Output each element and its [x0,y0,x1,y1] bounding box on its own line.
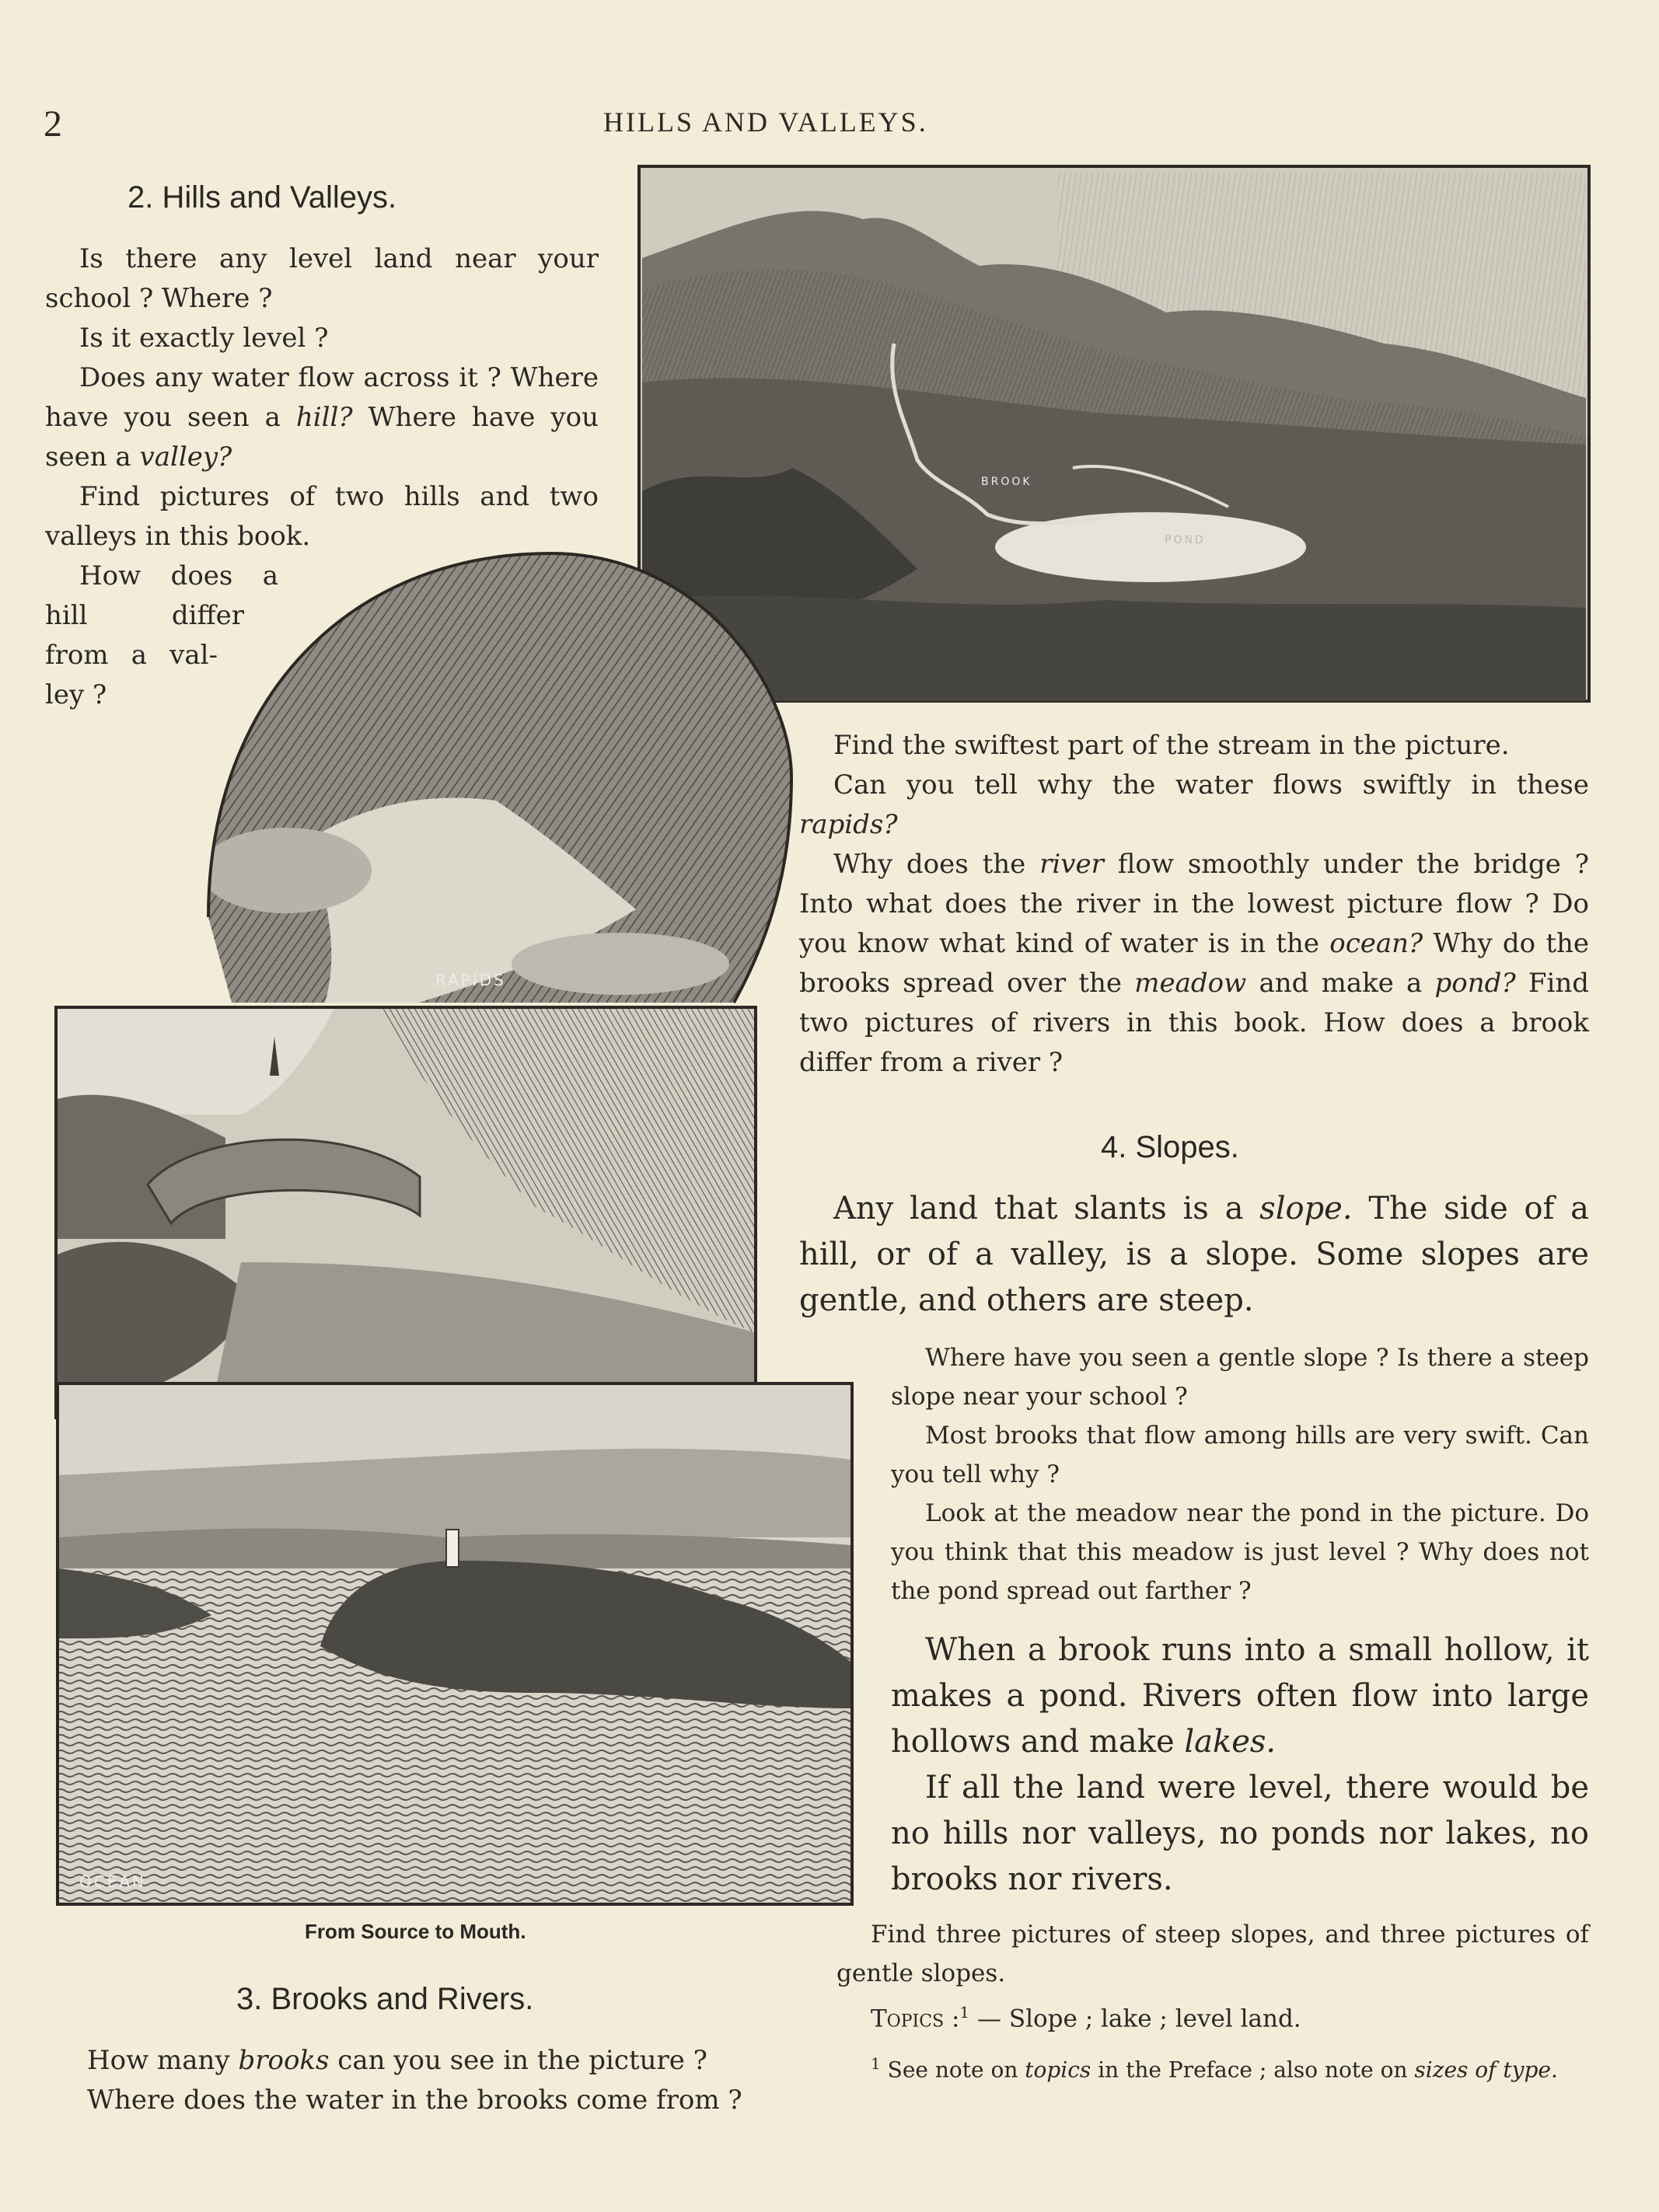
paragraph-text: Can you tell why the water flows swiftly in these [833,769,1589,801]
question-line: Is it exactly level ? [79,323,329,354]
question-text: seen a [45,441,140,473]
paragraph: Look at the meadow near the pond in the picture. Do you think that this meadow is just level ? Why does not the pond spread out farther ? [891,1499,1589,1605]
paragraph-text: Why do the brooks spread over the [799,928,1590,999]
question-line [45,398,599,438]
slopes-questions [891,1338,1589,1610]
footnote-topics: topics [1025,2057,1091,2083]
question-line: school ? Where ? [45,283,273,314]
paragraph-text: Find two pictures of rivers in this book. How does a brook differ from a river ? [799,968,1590,1078]
footnote-number: 1 [871,2054,881,2073]
paragraph: If all the land were level, there would be no hills nor valleys, no ponds nor lakes, no brooks nor rivers. [891,1770,1589,1897]
paragraph [799,766,1589,845]
term-meadow: meadow [1134,968,1247,999]
question-line: hill differ [45,600,244,631]
paragraph: Where have you seen a gentle slope ? Is there a steep slope near your school ? [891,1344,1589,1411]
paragraph-text: Why does the [833,849,1040,880]
term-slope: slope. [1259,1191,1353,1226]
question-line: valleys in this book. [45,521,311,552]
paragraph [891,1628,1589,1765]
brooks-questions [799,726,1589,1083]
footnote-sizes: sizes of type. [1414,2057,1558,2083]
term-rapids: rapids? [799,809,898,840]
paragraph: Find the swiftest part of the stream in the picture. [833,730,1510,761]
topics-text: — Slope ; lake ; level land. [969,2004,1301,2033]
question-line: How does a [79,560,278,591]
paragraph-text: The side of a hill, or of a valley, is a slope. Some slopes are gentle, and others are steep. [799,1191,1589,1318]
section-3-text [53,2041,784,2120]
term-ocean: ocean? [1329,928,1423,959]
paragraph [53,2041,784,2081]
brook-label: BROOK [981,476,1032,488]
question-line [45,438,599,477]
term-hill: hill? [295,402,353,433]
paragraph-text: How many [87,2045,239,2076]
paragraph-text: When a brook runs into a small hollow, it makes a pond. Rivers often flow into large hollows and make [891,1632,1589,1760]
section-2-heading: 2. Hills and Valleys. [127,180,397,215]
paragraph: Most brooks that flow among hills are very swift. Can you tell why ? [891,1422,1589,1488]
term-river: river [1039,849,1104,880]
rapids-illustration [92,544,795,1010]
ocean-illustration [56,1382,854,1906]
footnote-part: See note on [880,2057,1025,2083]
page-number: 2 [44,103,62,145]
pond-label: POND [1165,534,1206,546]
question-line: from a val- [45,640,218,671]
term-pond: pond? [1434,968,1516,999]
term-lakes: lakes. [1184,1724,1277,1760]
illustration-caption: From Source to Mouth. [305,1920,526,1943]
term-brooks: brooks [238,2045,330,2076]
paragraph [799,1186,1589,1324]
question-line: ley ? [45,679,107,710]
question-line: Find pictures of two hills and two [79,481,599,512]
footnote-marker: 1 [959,2003,970,2022]
paragraph-text: can you see in the picture ? [329,2045,707,2076]
slopes-intro [799,1186,1589,1324]
section-3-heading: 3. Brooks and Rivers. [236,1982,534,2016]
section-4-heading: 4. Slopes. [1101,1130,1239,1164]
paragraph: Find three pictures of steep slopes, and three pictures of gentle slopes. [836,1921,1589,1987]
paragraph-text: Any land that slants is a [833,1191,1260,1226]
running-title: HILLS AND VALLEYS. [603,106,928,138]
question-line: Does any water flow across it ? Where [79,362,599,393]
slopes-exercise [836,1915,1589,2038]
paragraph-text: and make a [1246,968,1435,999]
topics-label: Topics : [871,2004,960,2033]
term-valley: valley? [139,441,232,473]
paragraph-text: flow smoothly under the bridge ? Into what does the river in the lowest picture flow ? Do you know what kind of water is in the [799,849,1589,959]
question-text: have you seen a [45,402,296,433]
ocean-label: OCEAN [79,1872,146,1891]
question-text: Where have you [352,402,599,433]
footnote-text [836,2046,1589,2088]
topics-line [836,1993,1589,2038]
rapids-label: RAPIDS [435,971,506,989]
question-line: Is there any level land near your [79,243,599,274]
river-illustration [54,1006,757,1419]
paragraph: Where does the water in the brooks come from ? [87,2085,742,2116]
paragraph [799,845,1589,1083]
section-2-text [45,239,599,556]
footnote [836,2046,1589,2088]
footnote-part: in the Preface ; also note on [1091,2057,1415,2083]
hollows-text [891,1628,1589,1903]
